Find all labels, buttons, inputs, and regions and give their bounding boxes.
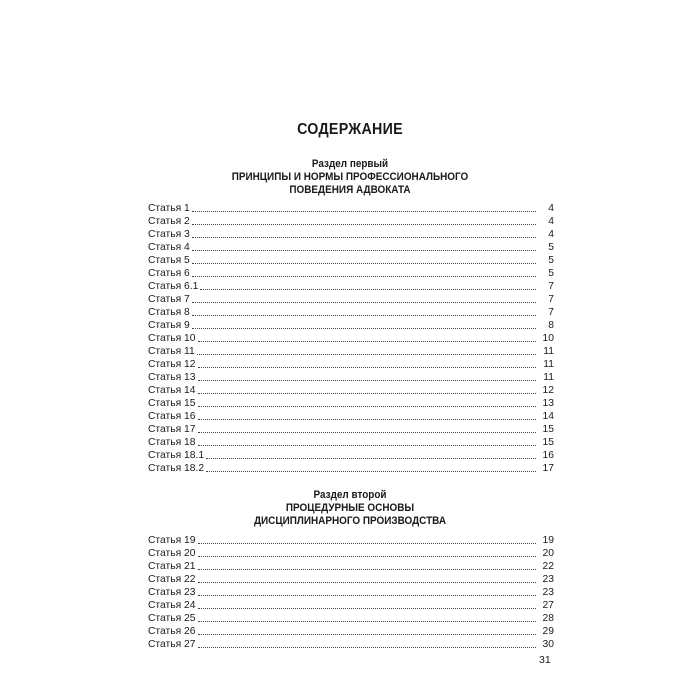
toc-entry-page: 4 <box>548 203 554 214</box>
toc-entry <box>148 436 554 449</box>
toc-entry <box>148 547 554 560</box>
dot-leader <box>192 223 536 225</box>
toc-entry-page: 29 <box>542 626 554 637</box>
toc-entry-label: Статья 22 <box>148 574 196 585</box>
toc-entry <box>148 293 554 306</box>
toc-entry-label: Статья 26 <box>148 626 196 637</box>
dot-leader <box>198 340 536 342</box>
toc-entry <box>148 280 554 293</box>
dot-leader <box>198 555 536 557</box>
toc-entry <box>148 638 554 651</box>
toc-entry-label: Статья 18.2 <box>148 463 205 474</box>
toc-entry-page: 14 <box>542 411 554 422</box>
toc-entry-label: Статья 9 <box>148 320 190 331</box>
page-number: 31 <box>539 654 551 666</box>
toc-entry-page: 16 <box>542 450 554 461</box>
toc-entry-page: 11 <box>543 346 554 357</box>
toc-entry <box>148 625 554 638</box>
dot-leader <box>198 405 536 407</box>
toc-entry-page: 13 <box>542 398 554 409</box>
dot-leader <box>198 633 536 635</box>
toc-entry <box>148 319 554 332</box>
toc-entry-page: 4 <box>548 229 554 240</box>
toc-entry-page: 8 <box>548 320 554 331</box>
dot-leader <box>198 594 536 596</box>
dot-leader <box>192 236 536 238</box>
toc-entry <box>148 228 554 241</box>
toc-entry-label: Статья 18 <box>148 437 196 448</box>
toc-entry <box>148 612 554 625</box>
toc-entry-label: Статья 12 <box>148 359 196 370</box>
toc-entry-page: 17 <box>542 463 554 474</box>
toc-entry <box>148 560 554 573</box>
toc-entry <box>148 449 554 462</box>
toc-entry-page: 4 <box>548 216 554 227</box>
section-2-header <box>0 489 700 528</box>
toc-entry-label: Статья 10 <box>148 333 196 344</box>
toc-entry-label: Статья 3 <box>148 229 190 240</box>
toc-entry-page: 11 <box>543 372 554 383</box>
toc-entry <box>148 410 554 423</box>
dot-leader <box>198 542 536 544</box>
dot-leader <box>192 275 536 277</box>
toc-entry-page: 30 <box>542 639 554 650</box>
dot-leader <box>192 314 536 316</box>
dot-leader <box>206 470 536 472</box>
dot-leader <box>192 210 536 212</box>
dot-leader <box>198 379 536 381</box>
dot-leader <box>198 646 536 648</box>
section-2-label: Раздел второй <box>313 489 387 501</box>
toc-entry-page: 5 <box>548 242 554 253</box>
toc-entry-page: 20 <box>542 548 554 559</box>
dot-leader <box>192 301 536 303</box>
toc-entry <box>148 241 554 254</box>
toc-entry-label: Статья 13 <box>148 372 196 383</box>
toc-entry-label: Статья 6.1 <box>148 281 199 292</box>
toc-entry-page: 27 <box>542 600 554 611</box>
toc-entry-page: 15 <box>542 424 554 435</box>
dot-leader <box>198 392 536 394</box>
toc-entry-label: Статья 6 <box>148 268 190 279</box>
toc-entry-label: Статья 1 <box>148 203 190 214</box>
toc-entry-page: 7 <box>548 307 554 318</box>
toc-entry-page: 22 <box>542 561 554 572</box>
dot-leader <box>198 418 536 420</box>
toc-entry-label: Статья 2 <box>148 216 190 227</box>
section-2-toc <box>148 534 554 651</box>
toc-entry-page: 7 <box>548 294 554 305</box>
toc-entry <box>148 599 554 612</box>
dot-leader <box>192 262 536 264</box>
section-1-heading-line-1: ПРИНЦИПЫ И НОРМЫ ПРОФЕССИОНАЛЬНОГО <box>231 171 469 183</box>
toc-entry <box>148 462 554 475</box>
section-1-label: Раздел первый <box>311 158 389 170</box>
dot-leader <box>198 568 536 570</box>
toc-entry <box>148 358 554 371</box>
toc-entry-label: Статья 23 <box>148 587 196 598</box>
toc-entry-label: Статья 25 <box>148 613 196 624</box>
dot-leader <box>200 288 536 290</box>
toc-entry-label: Статья 20 <box>148 548 196 559</box>
section-1-header <box>0 158 700 197</box>
dot-leader <box>197 353 536 355</box>
section-1-toc <box>148 202 554 475</box>
toc-entry-label: Статья 7 <box>148 294 190 305</box>
toc-entry-label: Статья 14 <box>148 385 196 396</box>
toc-entry-page: 5 <box>548 268 554 279</box>
toc-entry <box>148 423 554 436</box>
dot-leader <box>198 620 536 622</box>
toc-entry <box>148 267 554 280</box>
toc-entry-page: 11 <box>543 359 554 370</box>
toc-entry <box>148 215 554 228</box>
dot-leader <box>198 607 536 609</box>
toc-entry-label: Статья 17 <box>148 424 196 435</box>
toc-entry <box>148 202 554 215</box>
toc-entry <box>148 586 554 599</box>
toc-entry-label: Статья 4 <box>148 242 190 253</box>
toc-entry-label: Статья 18.1 <box>148 450 205 461</box>
section-2-heading-line-1: ПРОЦЕДУРНЫЕ ОСНОВЫ <box>285 502 415 514</box>
toc-entry <box>148 306 554 319</box>
toc-entry-label: Статья 19 <box>148 535 196 546</box>
dot-leader <box>198 431 536 433</box>
toc-entry <box>148 345 554 358</box>
dot-leader <box>192 249 536 251</box>
toc-entry-label: Статья 15 <box>148 398 196 409</box>
toc-entry-label: Статья 11 <box>148 346 195 357</box>
toc-entry <box>148 397 554 410</box>
dot-leader <box>206 457 536 459</box>
section-2-heading-line-2: ДИСЦИПЛИНАРНОГО ПРОИЗВОДСТВА <box>253 515 447 527</box>
dot-leader <box>198 581 536 583</box>
toc-entry-label: Статья 24 <box>148 600 196 611</box>
toc-entry-label: Статья 21 <box>148 561 196 572</box>
toc-entry-page: 23 <box>542 574 554 585</box>
toc-entry-label: Статья 8 <box>148 307 190 318</box>
toc-entry-page: 10 <box>542 333 554 344</box>
toc-entry-label: Статья 5 <box>148 255 190 266</box>
dot-leader <box>198 366 536 368</box>
toc-entry-label: Статья 16 <box>148 411 196 422</box>
toc-entry <box>148 332 554 345</box>
toc-entry <box>148 534 554 547</box>
toc-entry <box>148 573 554 586</box>
toc-entry-page: 12 <box>542 385 554 396</box>
toc-entry <box>148 384 554 397</box>
dot-leader <box>192 327 536 329</box>
toc-entry <box>148 254 554 267</box>
section-1-heading-line-2: ПОВЕДЕНИЯ АДВОКАТА <box>289 184 411 196</box>
toc-entry <box>148 371 554 384</box>
dot-leader <box>198 444 536 446</box>
toc-entry-page: 15 <box>542 437 554 448</box>
toc-entry-page: 5 <box>548 255 554 266</box>
toc-entry-page: 19 <box>542 535 554 546</box>
page-title: СОДЕРЖАНИЕ <box>297 121 403 138</box>
toc-entry-page: 23 <box>542 587 554 598</box>
toc-entry-page: 28 <box>542 613 554 624</box>
toc-entry-label: Статья 27 <box>148 639 196 650</box>
toc-entry-page: 7 <box>548 281 554 292</box>
